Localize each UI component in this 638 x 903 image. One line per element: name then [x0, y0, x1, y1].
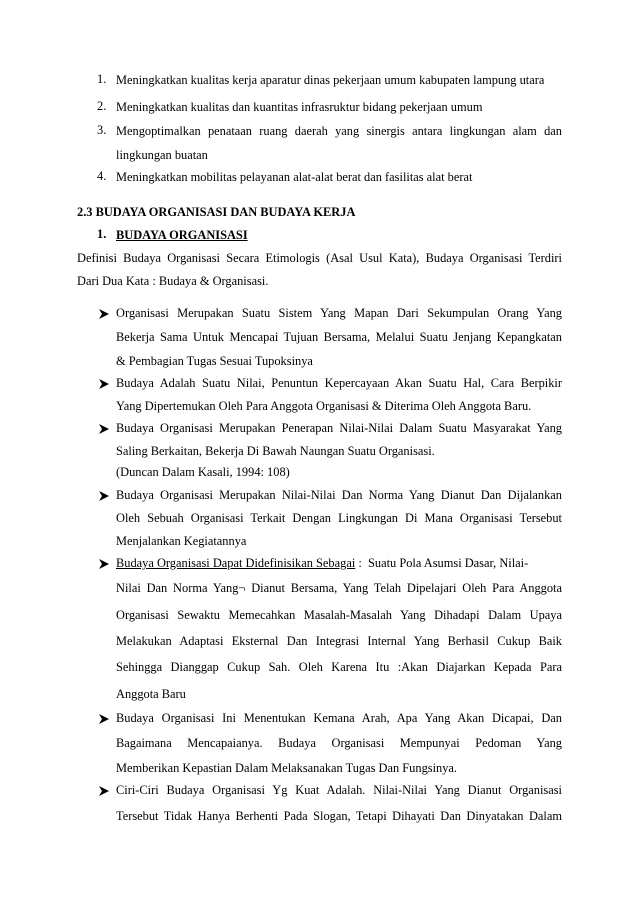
- bullet-text: Tersebut Tidak Hanya Berhenti Pada Slogan, Tetapi Dihayati Dan Dinyatakan Dalam: [116, 809, 562, 823]
- arrow-bullet-icon: [98, 558, 110, 570]
- bullet-text: Yang Dipertemukan Oleh Para Anggota Organisasi & Diterima Oleh Anggota Baru.: [116, 399, 532, 413]
- bullet-text: Menjalankan Kegiatannya: [116, 534, 247, 548]
- underlined-phrase: Budaya Organisasi Dapat Didefinisikan Sebagai: [116, 556, 356, 570]
- arrow-bullet-icon: [98, 308, 110, 320]
- arrow-bullet-icon: [98, 378, 110, 390]
- bullet-text: Anggota Baru: [116, 687, 186, 701]
- definition-text: Definisi Budaya Organisasi Secara Etimologis (Asal Usul Kata), Budaya Organisasi Terdiri: [77, 251, 562, 265]
- bullet-text: Ciri-Ciri Budaya Organisasi Yg Kuat Adalah. Nilai-Nilai Yang Dianut Organisasi: [116, 783, 562, 797]
- list-number: 1.: [97, 72, 107, 86]
- bullet-text: Organisasi Sewaktu Memecahkan Masalah-Masalah Yang Dihadapi Dalam Upaya: [116, 608, 562, 622]
- list-item-text: Mengoptimalkan penataan ruang daerah yang sinergis antara lingkungan alam dan: [116, 124, 562, 138]
- citation: (Duncan Dalam Kasali, 1994: 108): [116, 465, 290, 479]
- list-item-text: Meningkatkan kualitas kerja aparatur dinas pekerjaan umum kabupaten lampung utara: [116, 73, 545, 87]
- bullet-text: Sehingga Dianggap Cukup Sah. Oleh Karena Itu :Akan Diajarkan Kepada Para: [116, 660, 562, 674]
- bullet-text: Saling Berkaitan, Bekerja Di Bawah Naungan Suatu Organisasi.: [116, 444, 435, 458]
- bullet-text: Melakukan Adaptasi Eksternal Dan Integrasi Internal Yang Berhasil Cukup Baik: [116, 634, 562, 648]
- bullet-text: Bagaimana Mencapaianya. Budaya Organisasi Mempunyai Pedoman Yang: [116, 736, 562, 750]
- bullet-text: Memberikan Kepastian Dalam Melaksanakan Tugas Dan Fungsinya.: [116, 761, 458, 775]
- bullet-text: Organisasi Merupakan Suatu Sistem Yang Mapan Dari Sekumpulan Orang Yang: [116, 306, 562, 320]
- arrow-bullet-icon: [98, 713, 110, 725]
- list-item-text: Meningkatkan kualitas dan kuantitas infrasruktur bidang pekerjaan umum: [116, 100, 483, 114]
- list-item-text: Meningkatkan mobilitas pelayanan alat-alat berat dan fasilitas alat berat: [116, 170, 473, 184]
- bullet-text: Oleh Sebuah Organisasi Terkait Dengan Lingkungan Di Mana Organisasi Tersebut: [116, 511, 562, 525]
- arrow-bullet-icon: [98, 785, 110, 797]
- arrow-bullet-icon: [98, 423, 110, 435]
- list-item-text: lingkungan buatan: [116, 148, 208, 162]
- bullet-text: Budaya Adalah Suatu Nilai, Penuntun Kepercayaan Akan Suatu Hal, Cara Berpikir: [116, 376, 562, 390]
- bullet-text: Budaya Organisasi Merupakan Nilai-Nilai Dan Norma Yang Dianut Dan Dijalankan: [116, 488, 562, 502]
- subsection-number: 1.: [97, 227, 107, 241]
- list-number: 4.: [97, 169, 107, 183]
- section-heading: 2.3 BUDAYA ORGANISASI DAN BUDAYA KERJA: [77, 205, 356, 219]
- bullet-text: Budaya Organisasi Merupakan Penerapan Nilai-Nilai Dalam Suatu Masyarakat Yang: [116, 421, 562, 435]
- bullet-text: Nilai Dan Norma Yang¬ Dianut Bersama, Yang Telah Dipelajari Oleh Para Anggota: [116, 581, 562, 595]
- bullet-text: Bekerja Sama Untuk Mencapai Tujuan Bersama, Melalui Suatu Jenjang Kepangkatan: [116, 330, 562, 344]
- bullet-text: Budaya Organisasi Ini Menentukan Kemana Arah, Apa Yang Akan Dicapai, Dan: [116, 711, 562, 725]
- definition-text: Dari Dua Kata : Budaya & Organisasi.: [77, 274, 269, 288]
- list-number: 3.: [97, 123, 107, 137]
- subsection-heading: BUDAYA ORGANISASI: [116, 228, 248, 242]
- arrow-bullet-icon: [98, 490, 110, 502]
- list-number: 2.: [97, 99, 107, 113]
- bullet-lead-rest: : Suatu Pola Asumsi Dasar, Nilai-: [355, 556, 529, 570]
- bullet-text: & Pembagian Tugas Sesuai Tupoksinya: [116, 354, 313, 368]
- bullet-lead: [116, 555, 562, 571]
